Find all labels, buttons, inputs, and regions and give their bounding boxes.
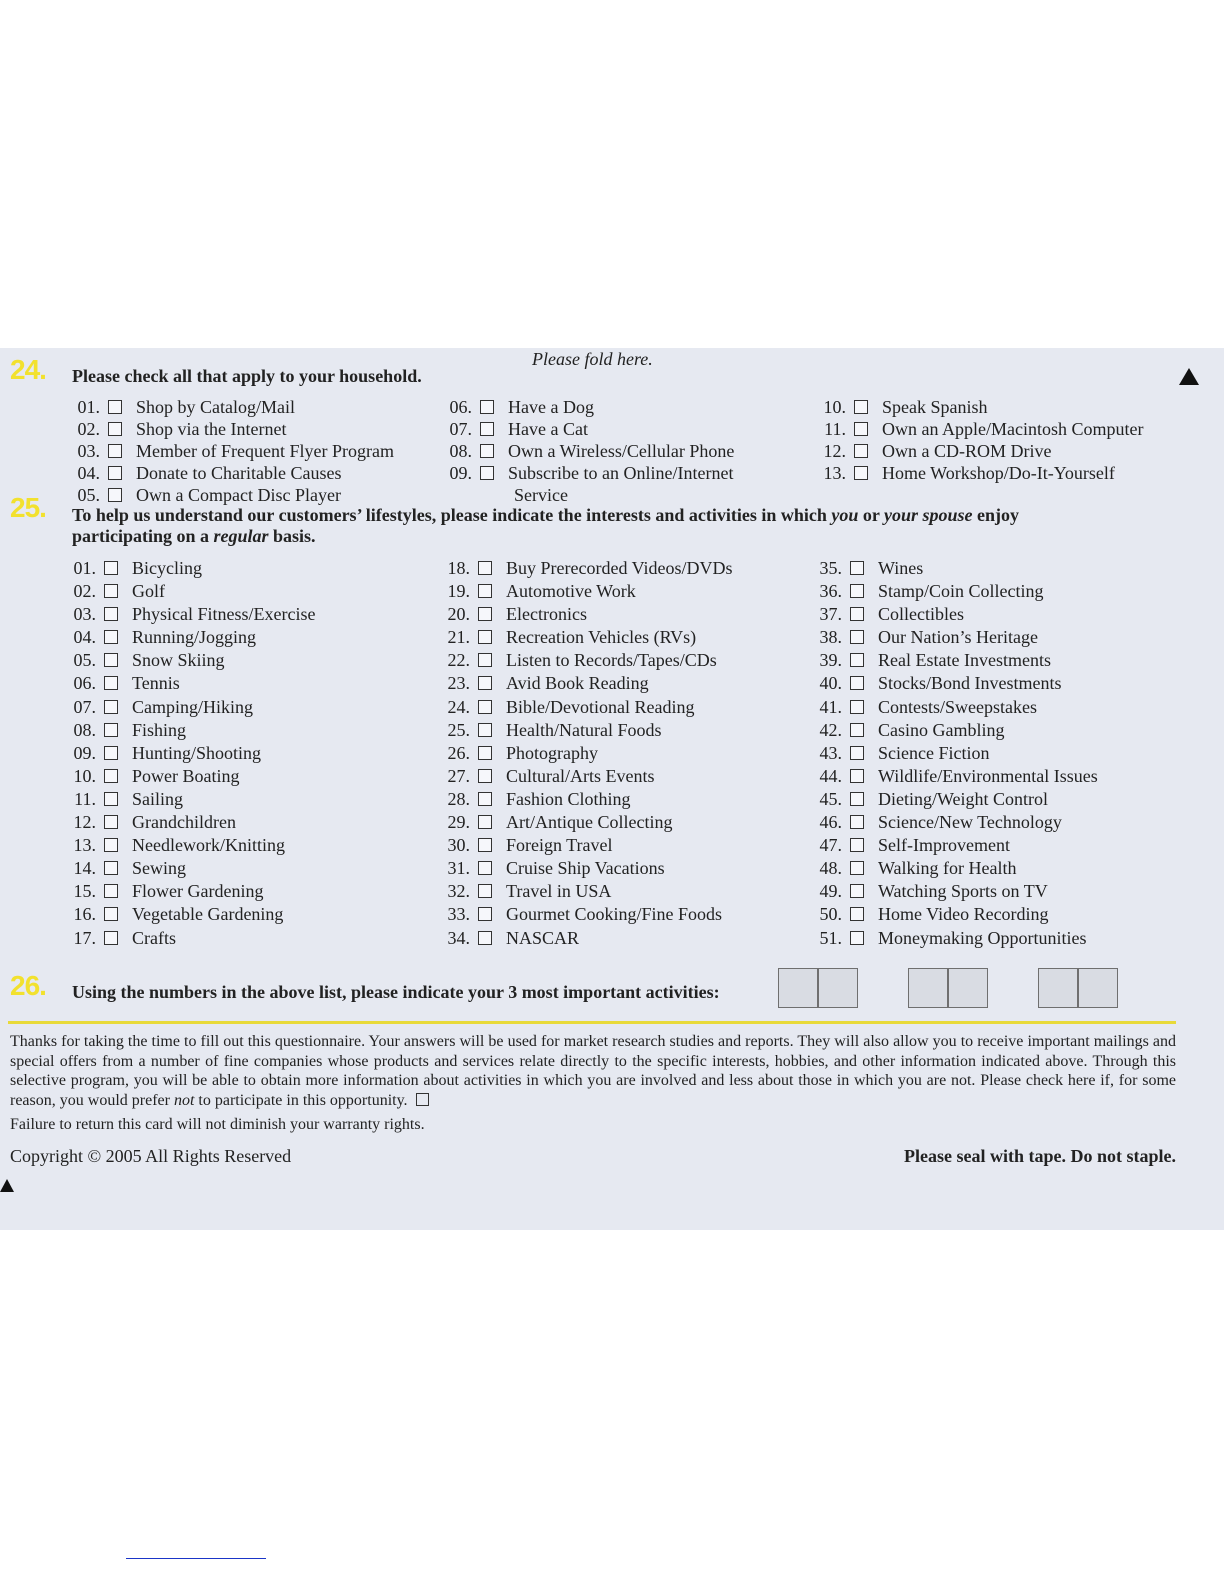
page-footer-line [126,1558,266,1559]
checkbox[interactable] [850,769,864,783]
item-label: Donate to Charitable Causes [136,463,342,483]
item-label: Listen to Records/Tapes/CDs [506,650,717,671]
item-number: 39. [819,650,842,671]
item-number: 11. [824,419,846,439]
checkbox[interactable] [480,422,494,436]
checkbox[interactable] [478,607,492,621]
q24-column-2 [442,396,734,506]
list-item [66,580,315,603]
list-item [70,484,394,506]
checkbox[interactable] [104,630,118,644]
item-label: Sewing [132,858,186,879]
checkbox[interactable] [850,676,864,690]
item-label: Power Boating [132,765,240,786]
item-number: 16. [73,904,96,925]
item-label: Needlework/Knitting [132,835,285,856]
item-number: 49. [819,881,842,902]
checkbox[interactable] [480,400,494,414]
item-number: 30. [447,835,470,856]
checkbox[interactable] [480,466,494,480]
list-item [66,811,315,834]
item-label: Science/New Technology [878,812,1062,833]
list-item [812,765,1098,788]
answer-box-1a[interactable] [778,968,818,1008]
item-number: 11. [74,788,96,809]
item-label: Contests/Sweepstakes [878,696,1037,717]
list-item [812,811,1098,834]
item-label: Moneymaking Opportunities [878,927,1087,948]
checkbox[interactable] [478,653,492,667]
checkbox[interactable] [850,630,864,644]
item-number: 01. [77,397,100,417]
list-item [440,927,733,950]
list-item [442,396,734,418]
question-24-prompt: Please check all that apply to your household. [72,366,422,386]
item-label: Bible/Devotional Reading [506,696,695,717]
list-item [66,696,315,719]
checkbox[interactable] [478,746,492,760]
q25-column-1 [66,557,315,950]
q25-column-3 [812,557,1098,950]
checkbox[interactable] [850,931,864,945]
list-item [812,880,1098,903]
item-label: Stamp/Coin Collecting [878,581,1044,602]
item-number: 13. [73,835,96,856]
checkbox[interactable] [478,838,492,852]
item-number: 34. [447,927,470,948]
item-number: 17. [73,927,96,948]
item-number: 10. [823,397,846,417]
checkbox[interactable] [104,769,118,783]
checkbox[interactable] [104,584,118,598]
checkbox[interactable] [478,931,492,945]
item-label: Recreation Vehicles (RVs) [506,627,697,648]
item-label: Snow Skiing [132,650,225,671]
question-25-number: 25. [10,492,46,523]
opt-out-checkbox[interactable] [416,1093,429,1106]
checkbox[interactable] [850,561,864,575]
list-item [66,557,315,580]
q25-prompt-basis: basis. [273,526,316,546]
checkbox[interactable] [104,838,118,852]
checkbox[interactable] [108,466,122,480]
item-label: Shop via the Internet [136,419,287,439]
list-item [440,811,733,834]
item-label: Stocks/Bond Investments [878,673,1062,694]
item-number: 44. [819,765,842,786]
survey-card [0,348,1224,1230]
question-26-number: 26. [10,970,46,1001]
item-number: 04. [73,627,96,648]
item-label: Walking for Health [878,858,1017,879]
seal-instruction: Please seal with tape. Do not staple. [904,1146,1176,1166]
item-label: Dieting/Weight Control [878,788,1049,809]
answer-box-3a[interactable] [1038,968,1078,1008]
checkbox[interactable] [850,653,864,667]
checkbox[interactable] [850,723,864,737]
list-item [812,557,1098,580]
item-number: 03. [77,441,100,461]
item-number: 50. [819,904,842,925]
item-number: 36. [819,581,842,602]
list-item [66,765,315,788]
item-number: 06. [449,397,472,417]
checkbox[interactable] [850,607,864,621]
checkbox[interactable] [850,815,864,829]
item-number: 28. [447,788,470,809]
list-item [66,927,315,950]
item-label-continued [442,484,734,506]
list-item [442,462,734,484]
question-24-number: 24. [10,354,46,385]
item-number: 24. [447,696,470,717]
checkbox[interactable] [108,400,122,414]
item-number: 02. [73,581,96,602]
item-label: Flower Gardening [132,881,264,902]
item-number: 37. [819,604,842,625]
item-label: Have a Cat [508,419,588,439]
item-number: 22. [447,650,470,671]
item-number: 31. [447,858,470,879]
list-item [442,440,734,462]
checkbox[interactable] [478,676,492,690]
list-item [440,880,733,903]
list-item [66,672,315,695]
list-item [816,462,1143,484]
item-number: 42. [819,719,842,740]
checkbox[interactable] [478,792,492,806]
list-item [440,788,733,811]
item-label: Crafts [132,927,176,948]
item-label: Foreign Travel [506,835,613,856]
checkbox[interactable] [854,444,868,458]
item-label: Hunting/Shooting [132,742,262,763]
answer-box-1b[interactable] [818,968,858,1008]
q25-prompt-or: or [862,505,880,525]
item-label: Home Video Recording [878,904,1049,925]
list-item [812,903,1098,926]
checkbox[interactable] [478,700,492,714]
checkbox[interactable] [104,884,118,898]
item-label: Our Nation’s Heritage [878,627,1038,648]
q25-prompt-you: you [831,505,859,525]
item-label: Wines [878,558,924,578]
item-label: Vegetable Gardening [132,904,284,925]
item-number: 51. [819,927,842,948]
item-label: Cruise Ship Vacations [506,858,665,879]
item-label: Have a Dog [508,397,594,417]
item-number: 01. [73,558,96,578]
answer-box-2a[interactable] [908,968,948,1008]
item-label: Real Estate Investments [878,650,1051,671]
list-item [442,418,734,440]
item-number: 06. [73,673,96,694]
item-number: 43. [819,742,842,763]
q25-prompt-enjoy: enjoy [977,505,1020,525]
answer-box-2b[interactable] [948,968,988,1008]
checkbox[interactable] [850,700,864,714]
answer-box-3b[interactable] [1078,968,1118,1008]
warranty-note: Failure to return this card will not diminish your warranty rights. [10,1116,425,1133]
item-number: 47. [819,835,842,856]
list-item [812,626,1098,649]
item-number: 04. [77,463,100,483]
item-label-continuation: Service [514,485,568,505]
q25-column-2 [440,557,733,950]
list-item [812,719,1098,742]
item-number: 13. [823,463,846,483]
checkbox[interactable] [850,792,864,806]
item-number: 08. [449,441,472,461]
item-label: Automotive Work [506,581,636,602]
item-number: 08. [73,719,96,740]
checkbox[interactable] [850,861,864,875]
list-item [440,719,733,742]
list-item [70,396,394,418]
list-item [440,903,733,926]
item-number: 18. [447,558,470,578]
list-item [812,603,1098,626]
item-number: 10. [73,765,96,786]
item-number: 35. [819,558,842,578]
list-item [816,396,1143,418]
item-number: 05. [77,485,100,505]
list-item [812,649,1098,672]
checkbox[interactable] [104,861,118,875]
list-item [816,440,1143,462]
item-label: Sailing [132,788,184,809]
checkbox[interactable] [850,584,864,598]
thanks-text-end: to participate in this opportunity. [198,1091,408,1109]
item-label: Wildlife/Environmental Issues [878,765,1098,786]
item-label: Member of Frequent Flyer Program [136,441,394,461]
checkbox[interactable] [850,884,864,898]
list-item [816,418,1143,440]
item-label: Gourmet Cooking/Fine Foods [506,904,723,925]
list-item [70,418,394,440]
list-item [440,672,733,695]
list-item [66,857,315,880]
thanks-text: Thanks for taking the time to fill out this questionnaire. Your answers will be used for market research studies and reports. They will also allow you to receive important mailings and special offers from a number of fine companies whose products and services relate directly to the specific interests, hobbies, and other information indicated above. Through this selective program, you will be able to obtain more information about activities in which you are involved and less about those in which you are not. Please check here if, for some reason, you would prefer [10,1033,1176,1109]
list-item [812,857,1098,880]
item-number: 46. [819,812,842,833]
item-label: Photography [506,742,598,763]
item-number: 07. [449,419,472,439]
item-number: 38. [819,627,842,648]
checkbox[interactable] [104,653,118,667]
item-number: 48. [819,858,842,879]
checkbox[interactable] [104,723,118,737]
checkbox[interactable] [104,792,118,806]
checkbox[interactable] [104,907,118,921]
triangle-up-icon [1179,368,1199,385]
copyright-text: Copyright © 2005 All Rights Reserved [10,1146,292,1166]
checkbox[interactable] [104,746,118,760]
item-label: Own a Wireless/Cellular Phone [508,441,735,461]
list-item [440,742,733,765]
item-number: 20. [447,604,470,625]
item-number: 02. [77,419,100,439]
item-label: Running/Jogging [132,627,257,648]
item-label: Own an Apple/Macintosh Computer [882,419,1144,439]
triangle-up-icon [0,1179,14,1192]
item-label: Fashion Clothing [506,788,631,809]
section-divider [8,1021,1176,1024]
list-item [812,788,1098,811]
item-number: 26. [447,742,470,763]
checkbox[interactable] [478,723,492,737]
item-label: Subscribe to an Online/Internet [508,463,734,483]
checkbox[interactable] [850,907,864,921]
item-number: 27. [447,765,470,786]
item-number: 14. [73,858,96,879]
item-number: 29. [447,812,470,833]
item-label: Science Fiction [878,742,990,763]
item-number: 15. [73,881,96,902]
list-item [440,649,733,672]
item-label: Health/Natural Foods [506,719,662,740]
list-item [440,857,733,880]
checkbox[interactable] [854,422,868,436]
checkbox[interactable] [478,861,492,875]
list-item [66,603,315,626]
q25-prompt-text: To help us understand our customers’ lifestyles, please indicate the interests and activities in which [72,505,827,525]
list-item [812,834,1098,857]
item-label: Physical Fitness/Exercise [132,604,316,625]
question-26-prompt: Using the numbers in the above list, please indicate your 3 most important activities: [72,982,720,1002]
item-number: 25. [447,719,470,740]
checkbox[interactable] [104,561,118,575]
list-item [812,580,1098,603]
item-label: Home Workshop/Do-It-Yourself [882,463,1115,483]
item-label: Tennis [132,673,180,694]
list-item [70,462,394,484]
checkbox[interactable] [108,422,122,436]
item-number: 40. [819,673,842,694]
item-number: 09. [73,742,96,763]
list-item [440,696,733,719]
list-item [440,603,733,626]
checkbox[interactable] [850,746,864,760]
q25-prompt-regular: regular [213,526,269,546]
list-item [440,580,733,603]
list-item [440,557,733,580]
item-label: Grandchildren [132,812,236,833]
item-label: Travel in USA [506,881,612,902]
checkbox[interactable] [478,769,492,783]
list-item [812,696,1098,719]
checkbox[interactable] [104,815,118,829]
item-label: Electronics [506,604,587,625]
item-label: Shop by Catalog/Mail [136,397,295,417]
item-number: 21. [447,627,470,648]
checkbox[interactable] [478,884,492,898]
checkbox[interactable] [104,700,118,714]
list-item [66,742,315,765]
item-label: Cultural/Arts Events [506,765,655,786]
item-number: 19. [447,581,470,602]
q25-prompt-spouse: your spouse [884,505,973,525]
checkbox[interactable] [478,584,492,598]
checkbox[interactable] [104,607,118,621]
checkbox[interactable] [478,907,492,921]
list-item [66,719,315,742]
item-label: Buy Prerecorded Videos/DVDs [506,558,733,578]
list-item [66,649,315,672]
item-label: NASCAR [506,927,580,948]
list-item [66,626,315,649]
item-label: Art/Antique Collecting [506,812,673,833]
item-label: Own a CD-ROM Drive [882,441,1052,461]
checkbox[interactable] [854,400,868,414]
item-number: 03. [73,604,96,625]
q24-column-1 [70,396,394,506]
checkbox[interactable] [108,444,122,458]
item-number: 12. [73,812,96,833]
item-number: 32. [447,881,470,902]
list-item [812,672,1098,695]
item-label: Speak Spanish [882,397,988,417]
list-item [812,742,1098,765]
list-item [66,880,315,903]
checkbox[interactable] [104,931,118,945]
item-label: Collectibles [878,604,964,625]
list-item [440,626,733,649]
checkbox[interactable] [478,815,492,829]
checkbox[interactable] [478,561,492,575]
item-number: 07. [73,696,96,717]
item-label: Avid Book Reading [506,673,649,694]
list-item [812,927,1098,950]
item-number: 23. [447,673,470,694]
checkbox[interactable] [480,444,494,458]
q25-prompt-line2: participating on a [72,526,210,546]
item-label: Golf [132,581,165,602]
list-item [66,903,315,926]
checkbox[interactable] [854,466,868,480]
item-number: 41. [819,696,842,717]
fold-instruction: Please fold here. [532,349,653,369]
thanks-paragraph [10,1032,1176,1110]
question-25-prompt [72,505,1182,547]
checkbox[interactable] [104,676,118,690]
item-number: 12. [823,441,846,461]
checkbox[interactable] [108,488,122,502]
list-item [440,765,733,788]
item-label: Casino Gambling [878,719,1005,740]
checkbox[interactable] [478,630,492,644]
q24-column-3 [816,396,1143,484]
item-number: 09. [449,463,472,483]
item-label: Camping/Hiking [132,696,253,717]
item-number: 05. [73,650,96,671]
list-item [66,788,315,811]
checkbox[interactable] [850,838,864,852]
list-item [66,834,315,857]
thanks-not: not [173,1091,195,1109]
item-label: Watching Sports on TV [878,881,1048,902]
item-label: Bicycling [132,558,202,578]
item-number: 45. [819,788,842,809]
item-label: Fishing [132,719,187,740]
list-item [70,440,394,462]
list-item [440,834,733,857]
item-label: Own a Compact Disc Player [136,485,341,505]
item-number: 33. [447,904,470,925]
item-label: Self-Improvement [878,835,1010,856]
